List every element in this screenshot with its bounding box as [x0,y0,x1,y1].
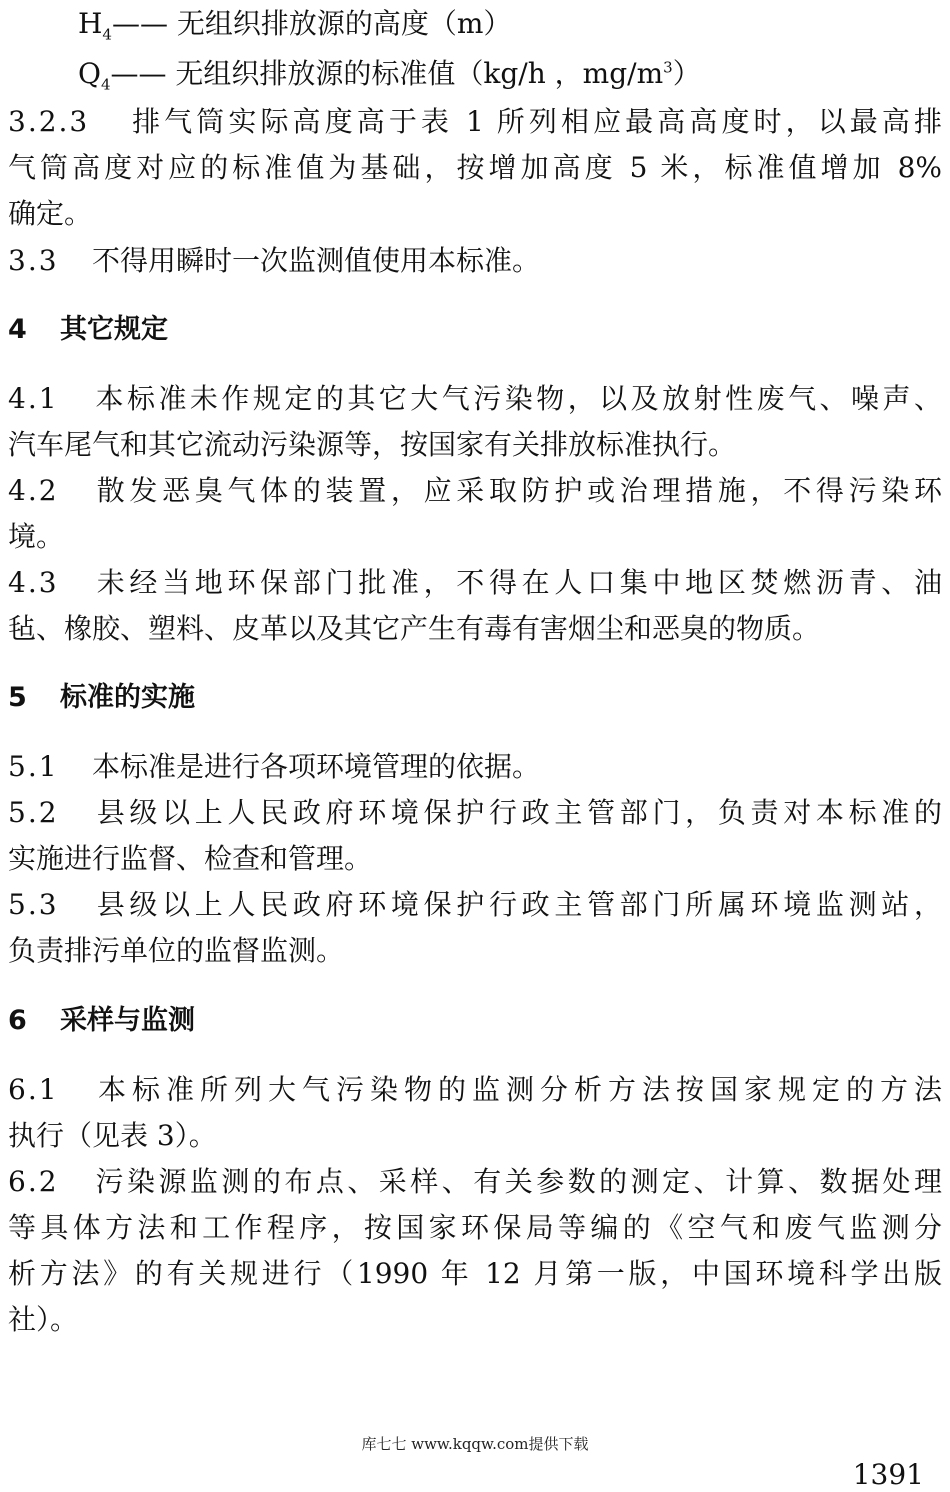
section-number: 6 [8,1005,27,1036]
clause-number: 5.1 [8,750,59,783]
clause-number: 4.2 [8,474,59,507]
clause-3-2-3-line-3: 确定。 [8,197,93,230]
clause-number: 3.2.3 [8,105,90,138]
clause-3-3 [8,243,942,279]
definition-text: —— 无组织排放源的标准值（kg/h ，mg/m [110,57,664,90]
section-heading-5 [8,680,942,716]
clause-6-2-line-4: 社）。 [8,1303,79,1336]
clause-number: 4.3 [8,566,59,599]
clause-text: 未经当地环保部门批准，不得在人口集中地区焚燃沥青、油 [92,566,942,599]
clause-number: 4.1 [8,382,59,415]
clause-5-2-line-1 [8,795,942,831]
definition-text: —— 无组织排放源的高度（m） [111,7,512,40]
clause-4-1-line-1 [8,381,942,417]
clause-5-3-line-2: 负责排污单位的监督监测。 [8,934,345,967]
clause-text: 排气筒实际高度高于表 1 所列相应最高高度时，以最高排 [128,105,942,138]
clause-6-2-line-1 [8,1164,942,1200]
clause-text: 县级以上人民政府环境保护行政主管部门，负责对本标准的 [92,796,942,829]
clause-5-2-line-2: 实施进行监督、检查和管理。 [8,842,373,875]
definition-q4 [78,56,942,92]
symbol: Q [78,57,101,90]
section-heading-6 [8,1003,942,1039]
clause-number: 5.2 [8,796,59,829]
clause-text: 散发恶臭气体的装置，应采取防护或治理措施，不得污染环 [92,474,942,507]
page-number: 1391 [852,1458,924,1491]
clause-4-2-line-1 [8,473,942,509]
definition-h4 [78,6,942,42]
section-title: 采样与监测 [60,1005,195,1036]
symbol: H [78,7,103,40]
clause-number: 5.3 [8,888,59,921]
clause-number: 6.2 [8,1165,59,1198]
clause-4-1-line-2: 汽车尾气和其它流动污染源等，按国家有关排放标准执行。 [8,428,737,461]
clause-4-3-line-2: 毡、橡胶、塑料、皮革以及其它产生有毒有害烟尘和恶臭的物质。 [8,612,821,645]
clause-number: 6.1 [8,1073,59,1106]
superscript: 3 [663,58,673,77]
clause-5-1 [8,749,942,785]
clause-6-1-line-1 [8,1072,942,1108]
subscript: 4 [100,75,111,94]
clause-4-3-line-1 [8,565,942,601]
section-title: 标准的实施 [60,682,195,713]
clause-text: 本标准所列大气污染物的监测分析方法按国家规定的方法 [92,1073,942,1106]
clause-text: 本标准是进行各项环境管理的依据。 [92,750,541,783]
clause-6-2-line-3: 析方法》的有关规进行（1990 年 12 月第一版，中国环境科学出版 [8,1257,942,1290]
clause-text: 不得用瞬时一次监测值使用本标准。 [92,244,541,277]
section-number: 5 [8,682,27,713]
clause-text: 污染源监测的布点、采样、有关参数的测定、计算、数据处理 [92,1165,942,1198]
footer-watermark: 库七七 www.kqqw.com提供下载 [361,1435,589,1453]
section-title: 其它规定 [60,314,168,345]
section-number: 4 [8,314,27,345]
clause-3-2-3-line-2: 气筒高度对应的标准值为基础，按增加高度 5 米，标准值增加 8% [8,151,942,184]
clause-6-2-line-2: 等具体方法和工作程序，按国家环保局等编的《空气和废气监测分 [8,1211,942,1244]
clause-text: 县级以上人民政府环境保护行政主管部门所属环境监测站， [92,888,942,921]
definition-text-end: ） [672,57,701,90]
clause-4-2-line-2: 境。 [8,520,65,553]
subscript: 4 [102,25,112,44]
clause-5-3-line-1 [8,887,942,923]
clause-number: 3.3 [8,244,59,277]
clause-6-1-line-2: 执行（见表 3）。 [8,1119,217,1152]
section-heading-4 [8,312,942,348]
clause-text: 本标准未作规定的其它大气污染物，以及放射性废气、噪声、 [92,382,942,415]
clause-3-2-3-line-1 [8,104,942,140]
